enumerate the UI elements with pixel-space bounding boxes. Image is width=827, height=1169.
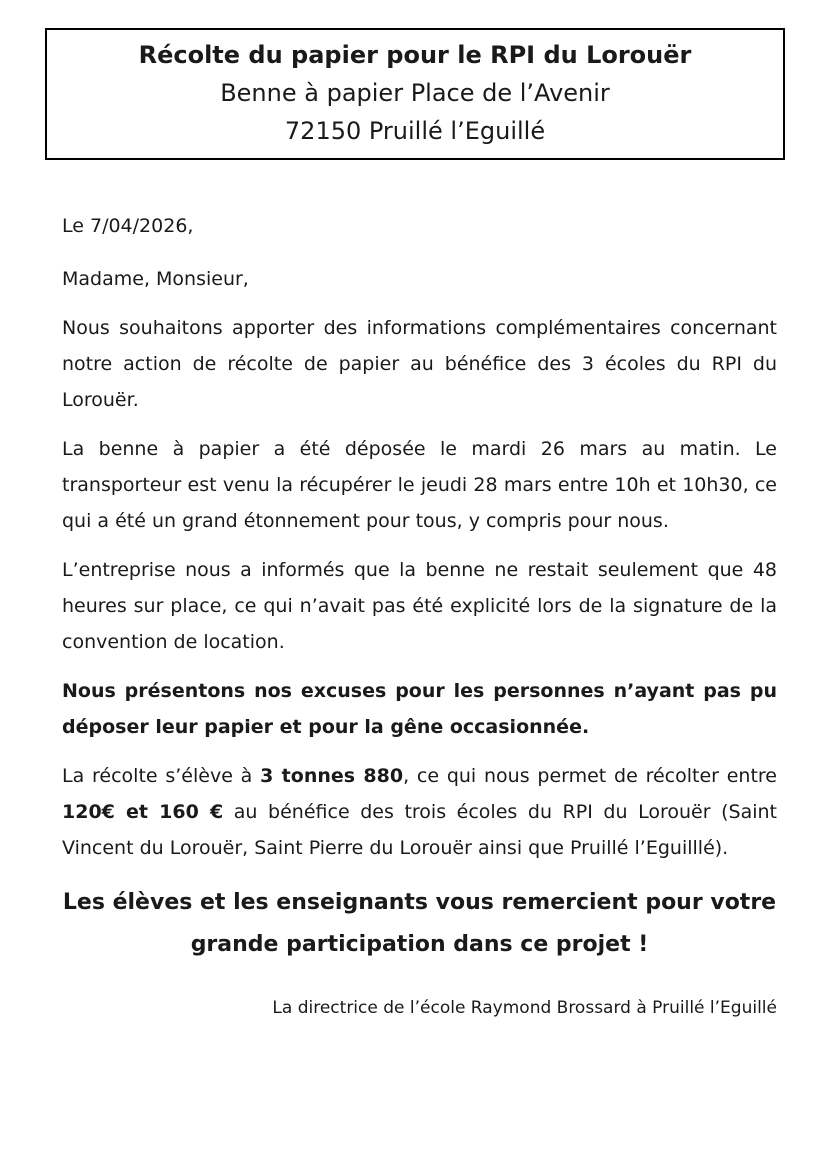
text-segment: au bénéfice des trois écoles du RPI du Lorouër (Saint Vincent du Lorouër, Saint Pierre du Lorouër ainsi que Pruillé l’Eguilllé). (62, 801, 777, 859)
text-segment: La récolte s’élève à (62, 765, 261, 787)
signature-line: La directrice de l’école Raymond Brossard à Pruillé l’Eguillé (272, 998, 777, 1018)
paragraph-benne-depot: La benne à papier a été déposée le mardi 26 mars au matin. Le transporteur est venu la récupérer le jeudi 28 mars entre 10h et 10h30, ce qui a été un grand étonnement pour tous, y compris pour nous. (62, 438, 777, 532)
salutation: Madame, Monsieur, (62, 268, 249, 290)
header-address: 72150 Pruillé l’Eguillé (284, 117, 546, 145)
letter-body (0, 208, 827, 1020)
paragraph-excuses: Nous présentons nos excuses pour les personnes n’ayant pas pu déposer leur papier et pour la gêne occasionnée. (62, 680, 777, 738)
header-subtitle: Benne à papier Place de l’Avenir (220, 79, 610, 107)
paragraph-informations: Nous souhaitons apporter des informations complémentaires concernant notre action de récolte de papier au bénéfice des 3 écoles du RPI du Lorouër. (62, 317, 777, 411)
text-segment: 3 tonnes 880 (260, 765, 404, 787)
date-line: Le 7/04/2026, (62, 215, 194, 237)
header-title: Récolte du papier pour le RPI du Lorouër (138, 41, 692, 69)
text-segment: , ce qui nous permet de récolter entre (403, 765, 777, 787)
header-box (45, 28, 785, 160)
paragraph-entreprise: L’entreprise nous a informés que la benne ne restait seulement que 48 heures sur place, ce qui n’avait pas été explicité lors de la signature de la convention de location. (62, 559, 777, 653)
closing-statement: Les élèves et les enseignants vous remercient pour votre grande participation dans ce projet ! (62, 890, 777, 957)
paragraph-recolte (62, 758, 777, 866)
text-segment: 120€ et 160 € (62, 801, 224, 823)
